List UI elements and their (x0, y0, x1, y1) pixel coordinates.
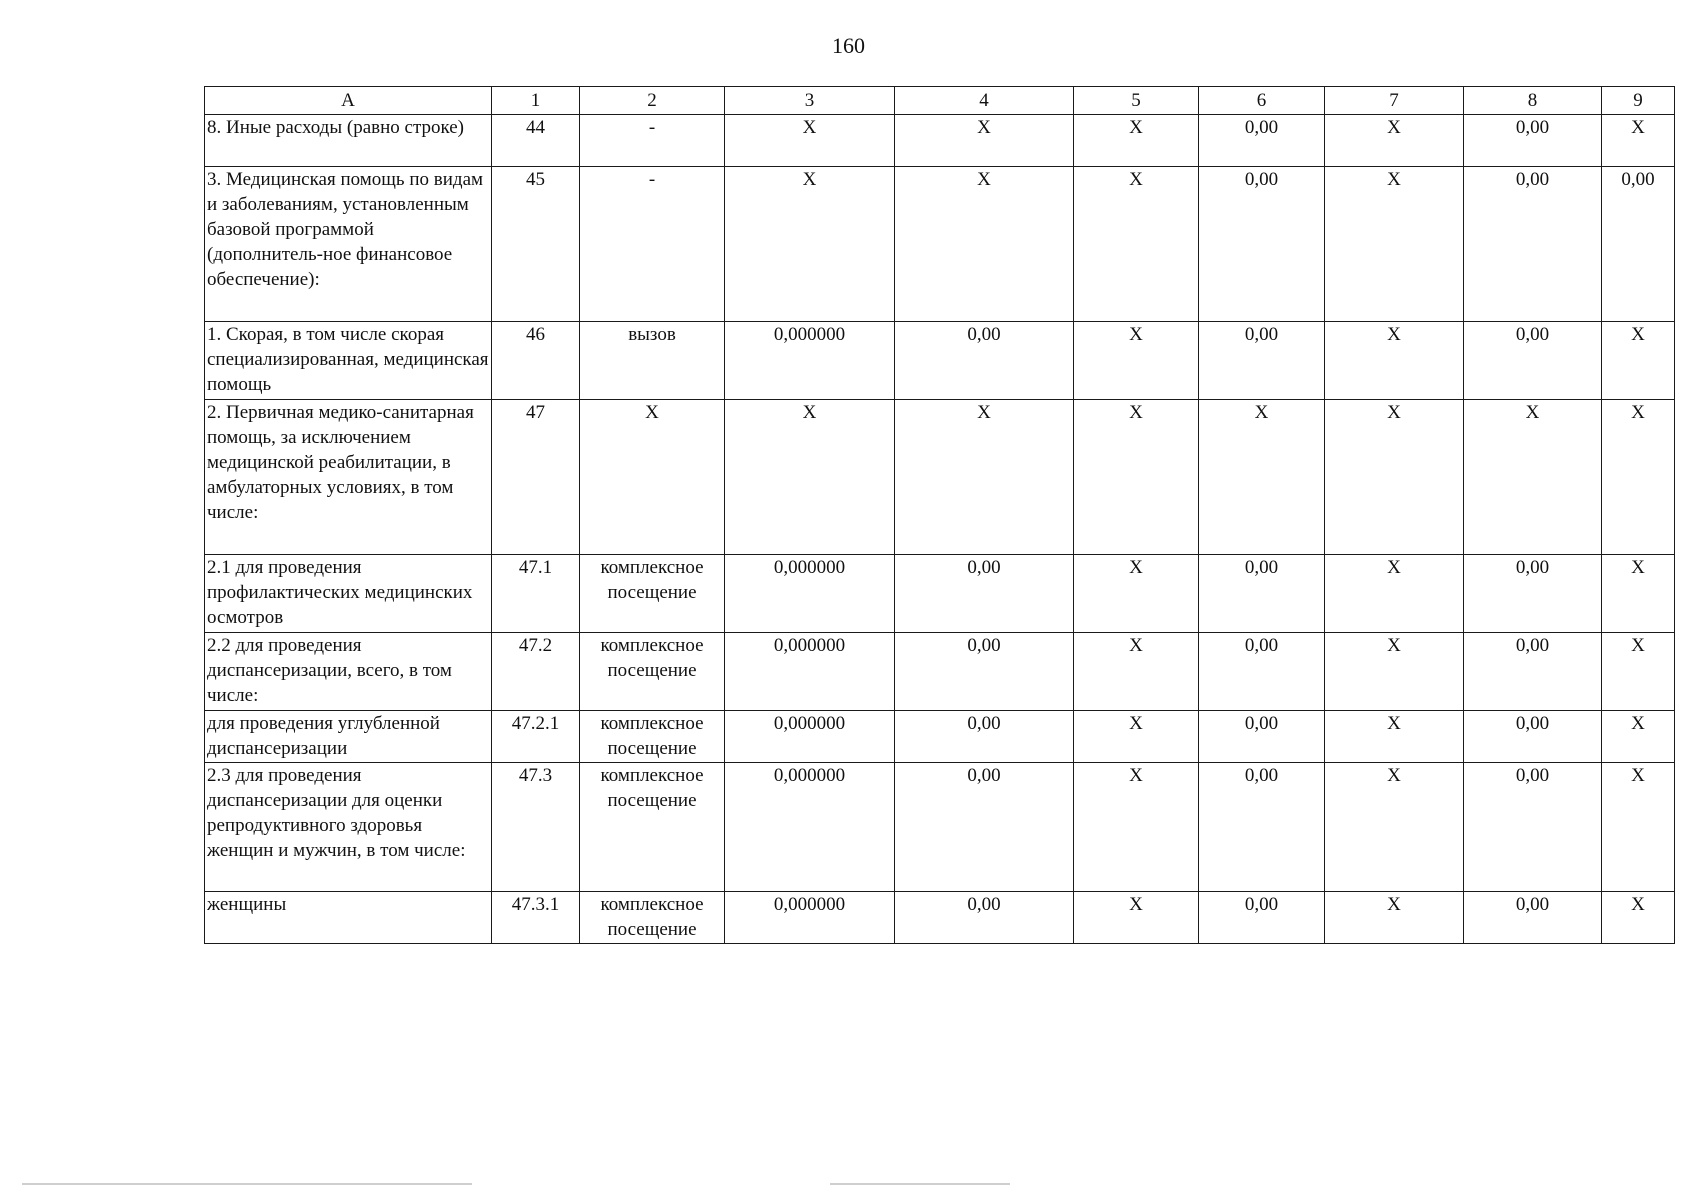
table-cell: 0,000000 (725, 322, 895, 400)
table-cell: Х (1325, 400, 1464, 555)
table-cell: Х (1602, 555, 1675, 633)
table-cell: 47.1 (492, 555, 580, 633)
table-cell: 0,000000 (725, 633, 895, 711)
table-cell: 0,00 (1199, 555, 1325, 633)
col-header: 2 (580, 87, 725, 115)
table-cell: - (580, 115, 725, 167)
table-cell: комплексное посещение (580, 711, 725, 763)
table-cell: Х (580, 400, 725, 555)
table-cell: 0,00 (1464, 711, 1602, 763)
col-header: 6 (1199, 87, 1325, 115)
col-header: 7 (1325, 87, 1464, 115)
table-cell: 47.2.1 (492, 711, 580, 763)
table-cell: 0,00 (1199, 115, 1325, 167)
table-cell: 45 (492, 167, 580, 322)
table-row (205, 115, 1675, 167)
table-cell: Х (895, 115, 1074, 167)
scan-artifact (22, 1183, 472, 1185)
table-cell: 0,00 (1464, 763, 1602, 892)
table-cell: Х (1325, 633, 1464, 711)
table-cell: Х (895, 167, 1074, 322)
table-cell: 0,00 (895, 711, 1074, 763)
table-row (205, 633, 1675, 711)
table-cell: Х (1074, 763, 1199, 892)
col-header: 3 (725, 87, 895, 115)
table-cell: 44 (492, 115, 580, 167)
row-label: 2.2 для проведения диспансеризации, всего, в том числе: (205, 633, 492, 711)
table-cell: 46 (492, 322, 580, 400)
row-label: женщины (205, 892, 492, 944)
table-cell: 0,00 (1464, 892, 1602, 944)
table-cell: Х (895, 400, 1074, 555)
row-label: 2.3 для проведения диспансеризации для оценки репродуктивного здоровья женщин и мужчин, в том числе: (205, 763, 492, 892)
table-cell: 47.3.1 (492, 892, 580, 944)
table-cell: 0,00 (1199, 322, 1325, 400)
header-row (205, 87, 1675, 115)
table-cell: Х (1074, 711, 1199, 763)
table-cell: 0,00 (895, 763, 1074, 892)
table-cell: Х (1602, 322, 1675, 400)
row-label: 8. Иные расходы (равно строке) (205, 115, 492, 167)
table-cell: Х (1602, 115, 1675, 167)
table-cell: Х (1074, 555, 1199, 633)
table-cell: 0,00 (1464, 322, 1602, 400)
table-row (205, 400, 1675, 555)
page-number: 160 (832, 33, 865, 58)
col-header: А (205, 87, 492, 115)
table-cell: комплексное посещение (580, 763, 725, 892)
table-cell: Х (1602, 892, 1675, 944)
table-cell: Х (1602, 711, 1675, 763)
table-cell: Х (1325, 167, 1464, 322)
table-cell: 0,00 (1199, 633, 1325, 711)
table-cell: комплексное посещение (580, 633, 725, 711)
table-row (205, 763, 1675, 892)
table-row (205, 711, 1675, 763)
table-row (205, 555, 1675, 633)
table-cell: 0,00 (895, 555, 1074, 633)
table-row (205, 322, 1675, 400)
table-cell: комплексное посещение (580, 555, 725, 633)
row-label: для проведения углубленной диспансеризации (205, 711, 492, 763)
table-cell: 47.2 (492, 633, 580, 711)
col-header: 5 (1074, 87, 1199, 115)
table-cell: - (580, 167, 725, 322)
table-cell: Х (1325, 322, 1464, 400)
table-cell: Х (1074, 167, 1199, 322)
table-cell: 0,00 (1464, 115, 1602, 167)
table-cell: Х (1325, 763, 1464, 892)
row-label: 1. Скорая, в том числе скорая специализированная, медицинская помощь (205, 322, 492, 400)
row-label: 2.1 для проведения профилактических медицинских осмотров (205, 555, 492, 633)
table-cell: Х (1602, 400, 1675, 555)
table-cell: 0,000000 (725, 763, 895, 892)
table-cell: 0,00 (1464, 167, 1602, 322)
table-cell: 0,00 (1199, 763, 1325, 892)
table-cell: Х (1602, 763, 1675, 892)
table-cell: вызов (580, 322, 725, 400)
col-header: 8 (1464, 87, 1602, 115)
table-cell: 0,00 (1602, 167, 1675, 322)
table-cell: Х (1074, 322, 1199, 400)
table-cell: 0,00 (895, 892, 1074, 944)
table-row (205, 167, 1675, 322)
table-cell: Х (1074, 400, 1199, 555)
table-cell: 0,00 (1464, 555, 1602, 633)
data-table (204, 86, 1675, 944)
col-header: 1 (492, 87, 580, 115)
table-cell: 47.3 (492, 763, 580, 892)
table-cell: Х (1074, 633, 1199, 711)
table-cell: 0,00 (1199, 711, 1325, 763)
table-row (205, 892, 1675, 944)
table-cell: Х (1074, 892, 1199, 944)
table-cell: Х (725, 115, 895, 167)
table-cell: комплексное посещение (580, 892, 725, 944)
table-cell: Х (725, 167, 895, 322)
table-cell: 0,00 (895, 633, 1074, 711)
table-cell: Х (1199, 400, 1325, 555)
table-cell: 0,000000 (725, 555, 895, 633)
table-cell: 0,000000 (725, 711, 895, 763)
table-cell: Х (725, 400, 895, 555)
col-header: 4 (895, 87, 1074, 115)
row-label: 2. Первичная медико-санитарная помощь, за исключением медицинской реабилитации, в амбулаторных условиях, в том числе: (205, 400, 492, 555)
scan-artifact (830, 1183, 1010, 1185)
table-cell: 0,00 (1199, 167, 1325, 322)
table-cell: Х (1325, 115, 1464, 167)
table-cell: 0,00 (1464, 633, 1602, 711)
table-cell: Х (1074, 115, 1199, 167)
table-cell: 0,00 (1199, 892, 1325, 944)
col-header: 9 (1602, 87, 1675, 115)
table-cell: Х (1602, 633, 1675, 711)
table-cell: Х (1464, 400, 1602, 555)
table-cell: 0,00 (895, 322, 1074, 400)
table-cell: 47 (492, 400, 580, 555)
table-cell: Х (1325, 892, 1464, 944)
table-cell: Х (1325, 555, 1464, 633)
table-cell: Х (1325, 711, 1464, 763)
table-cell: 0,000000 (725, 892, 895, 944)
row-label: 3. Медицинская помощь по видам и заболеваниям, установленным базовой программой (дополнитель-ное финансовое обеспечение): (205, 167, 492, 322)
